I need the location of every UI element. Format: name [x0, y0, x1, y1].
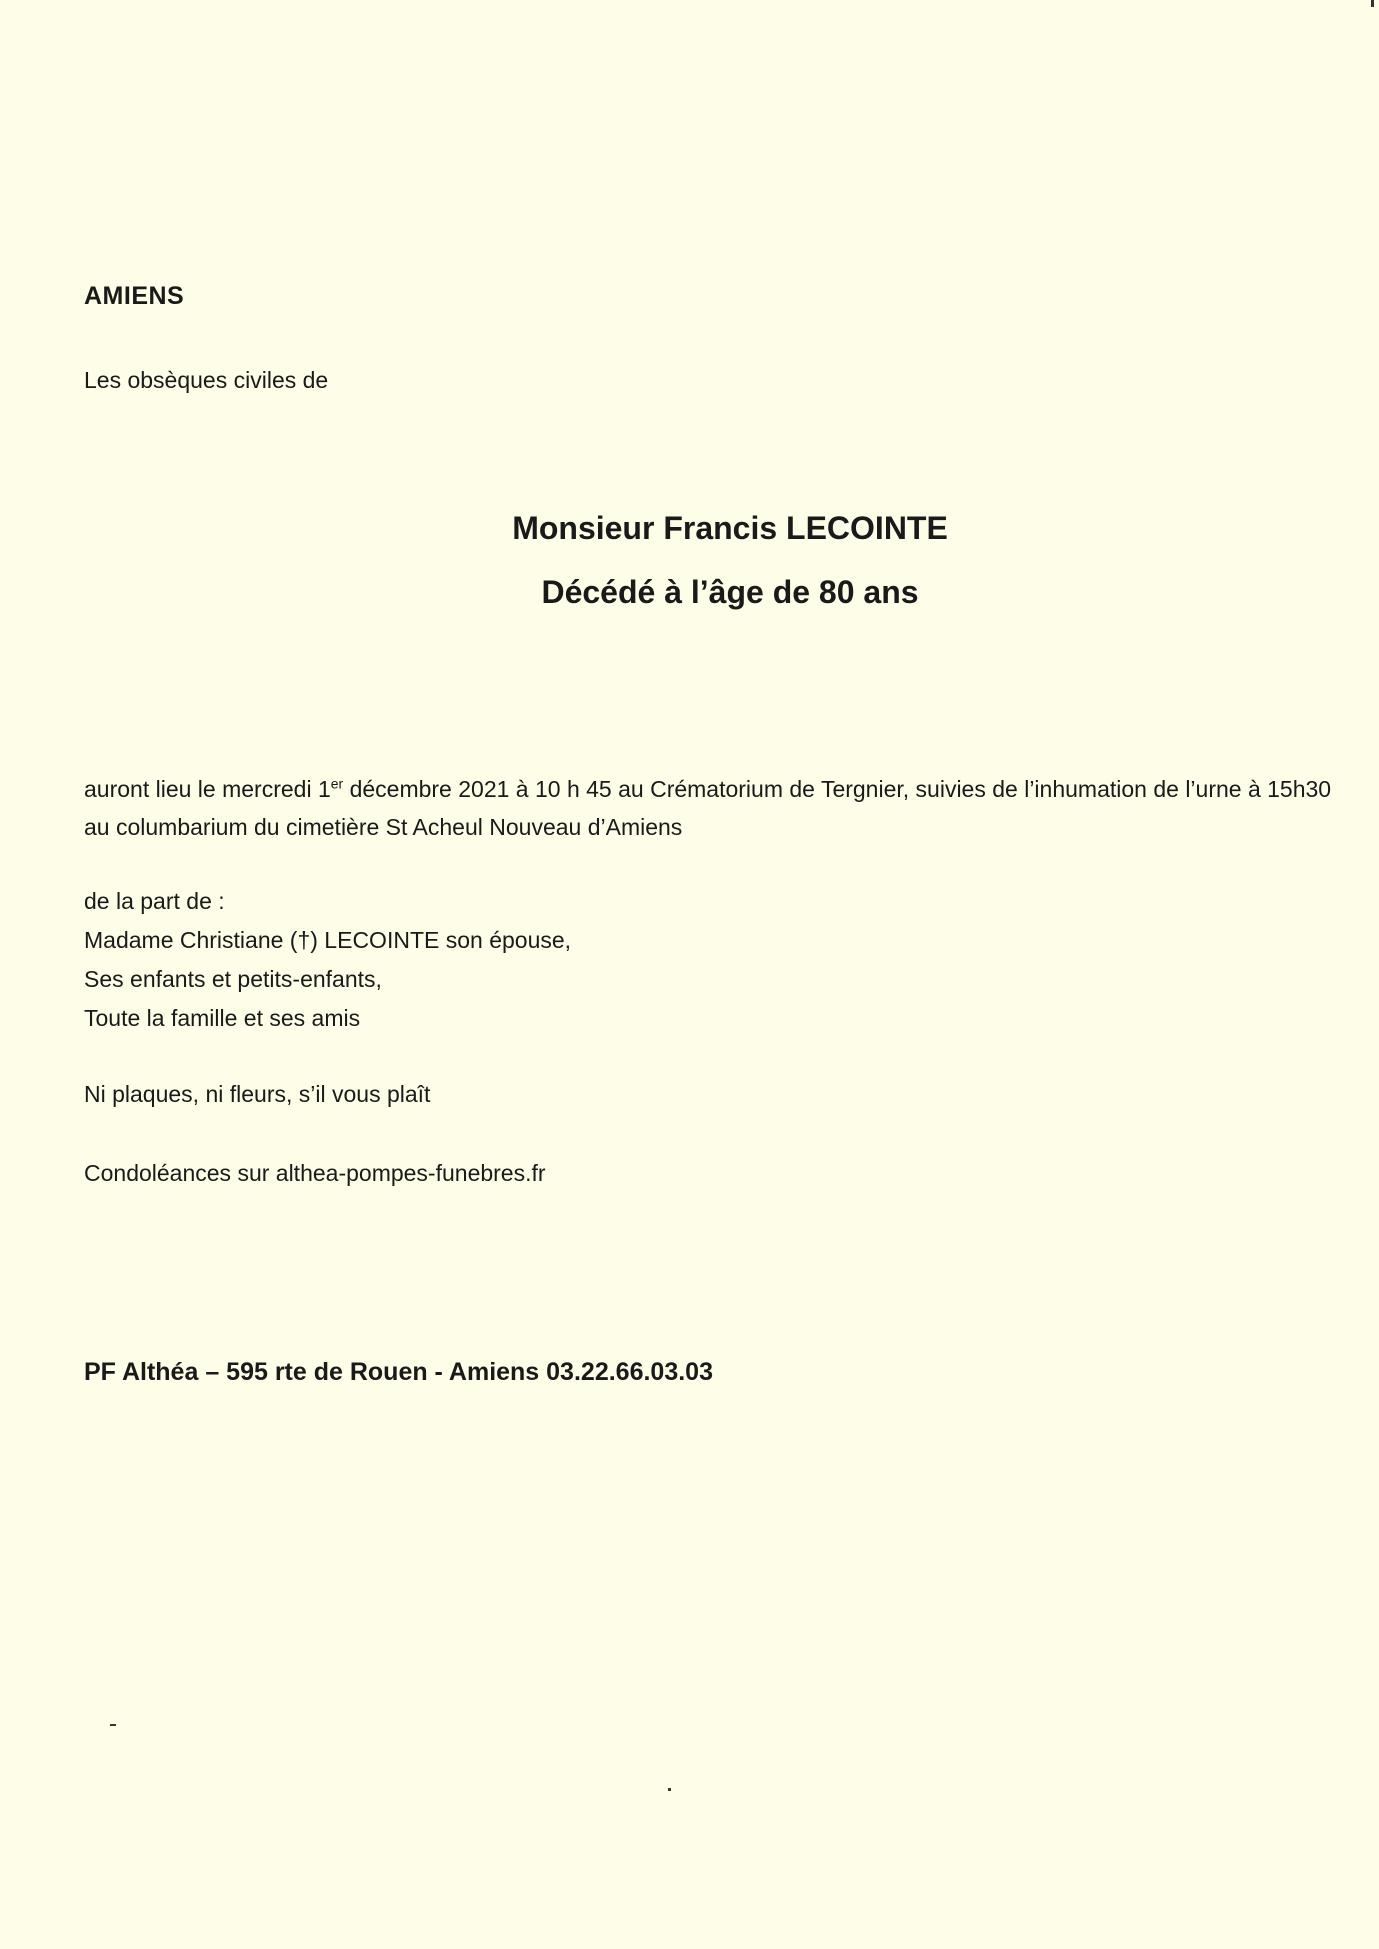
- condolences-notice: Condoléances sur althea-pompes-funebres.fr: [84, 1160, 546, 1186]
- city-heading: AMIENS: [84, 282, 185, 310]
- funeral-home-footer: PF Althéa – 595 rte de Rouen - Amiens 03.22.66.03.03: [84, 1358, 713, 1386]
- ceremony-suffix: décembre 2021 à 10 h 45 au Crématorium de Tergnier, suivies de l’inhumation de l’urne à 15h30 au columbarium du cimetière St Acheul Nouveau d’Amiens: [84, 776, 1332, 840]
- family-line: Toute la famille et ses amis: [84, 1005, 361, 1031]
- family-lead: de la part de :: [84, 888, 225, 914]
- ceremony-superscript: er: [330, 775, 344, 792]
- deceased-age: Décédé à l’âge de 80 ans: [541, 574, 919, 610]
- family-block: [84, 882, 571, 1038]
- family-line: Madame Christiane (†) LECOINTE son épouse,: [84, 927, 572, 953]
- deceased-block: [0, 496, 1379, 624]
- ceremony-prefix: auront lieu le mercredi 1: [84, 776, 331, 802]
- deceased-name: Monsieur Francis LECOINTE: [512, 510, 948, 546]
- scan-speck: [1371, 0, 1374, 7]
- family-line: Ses enfants et petits-enfants,: [84, 966, 382, 992]
- no-flowers-notice: Ni plaques, ni fleurs, s’il vous plaît: [84, 1081, 431, 1107]
- scan-speck: [110, 1724, 116, 1726]
- ceremony-paragraph: [84, 770, 1344, 846]
- intro-text: Les obsèques civiles de: [84, 367, 329, 393]
- scan-speck: [668, 1788, 671, 1791]
